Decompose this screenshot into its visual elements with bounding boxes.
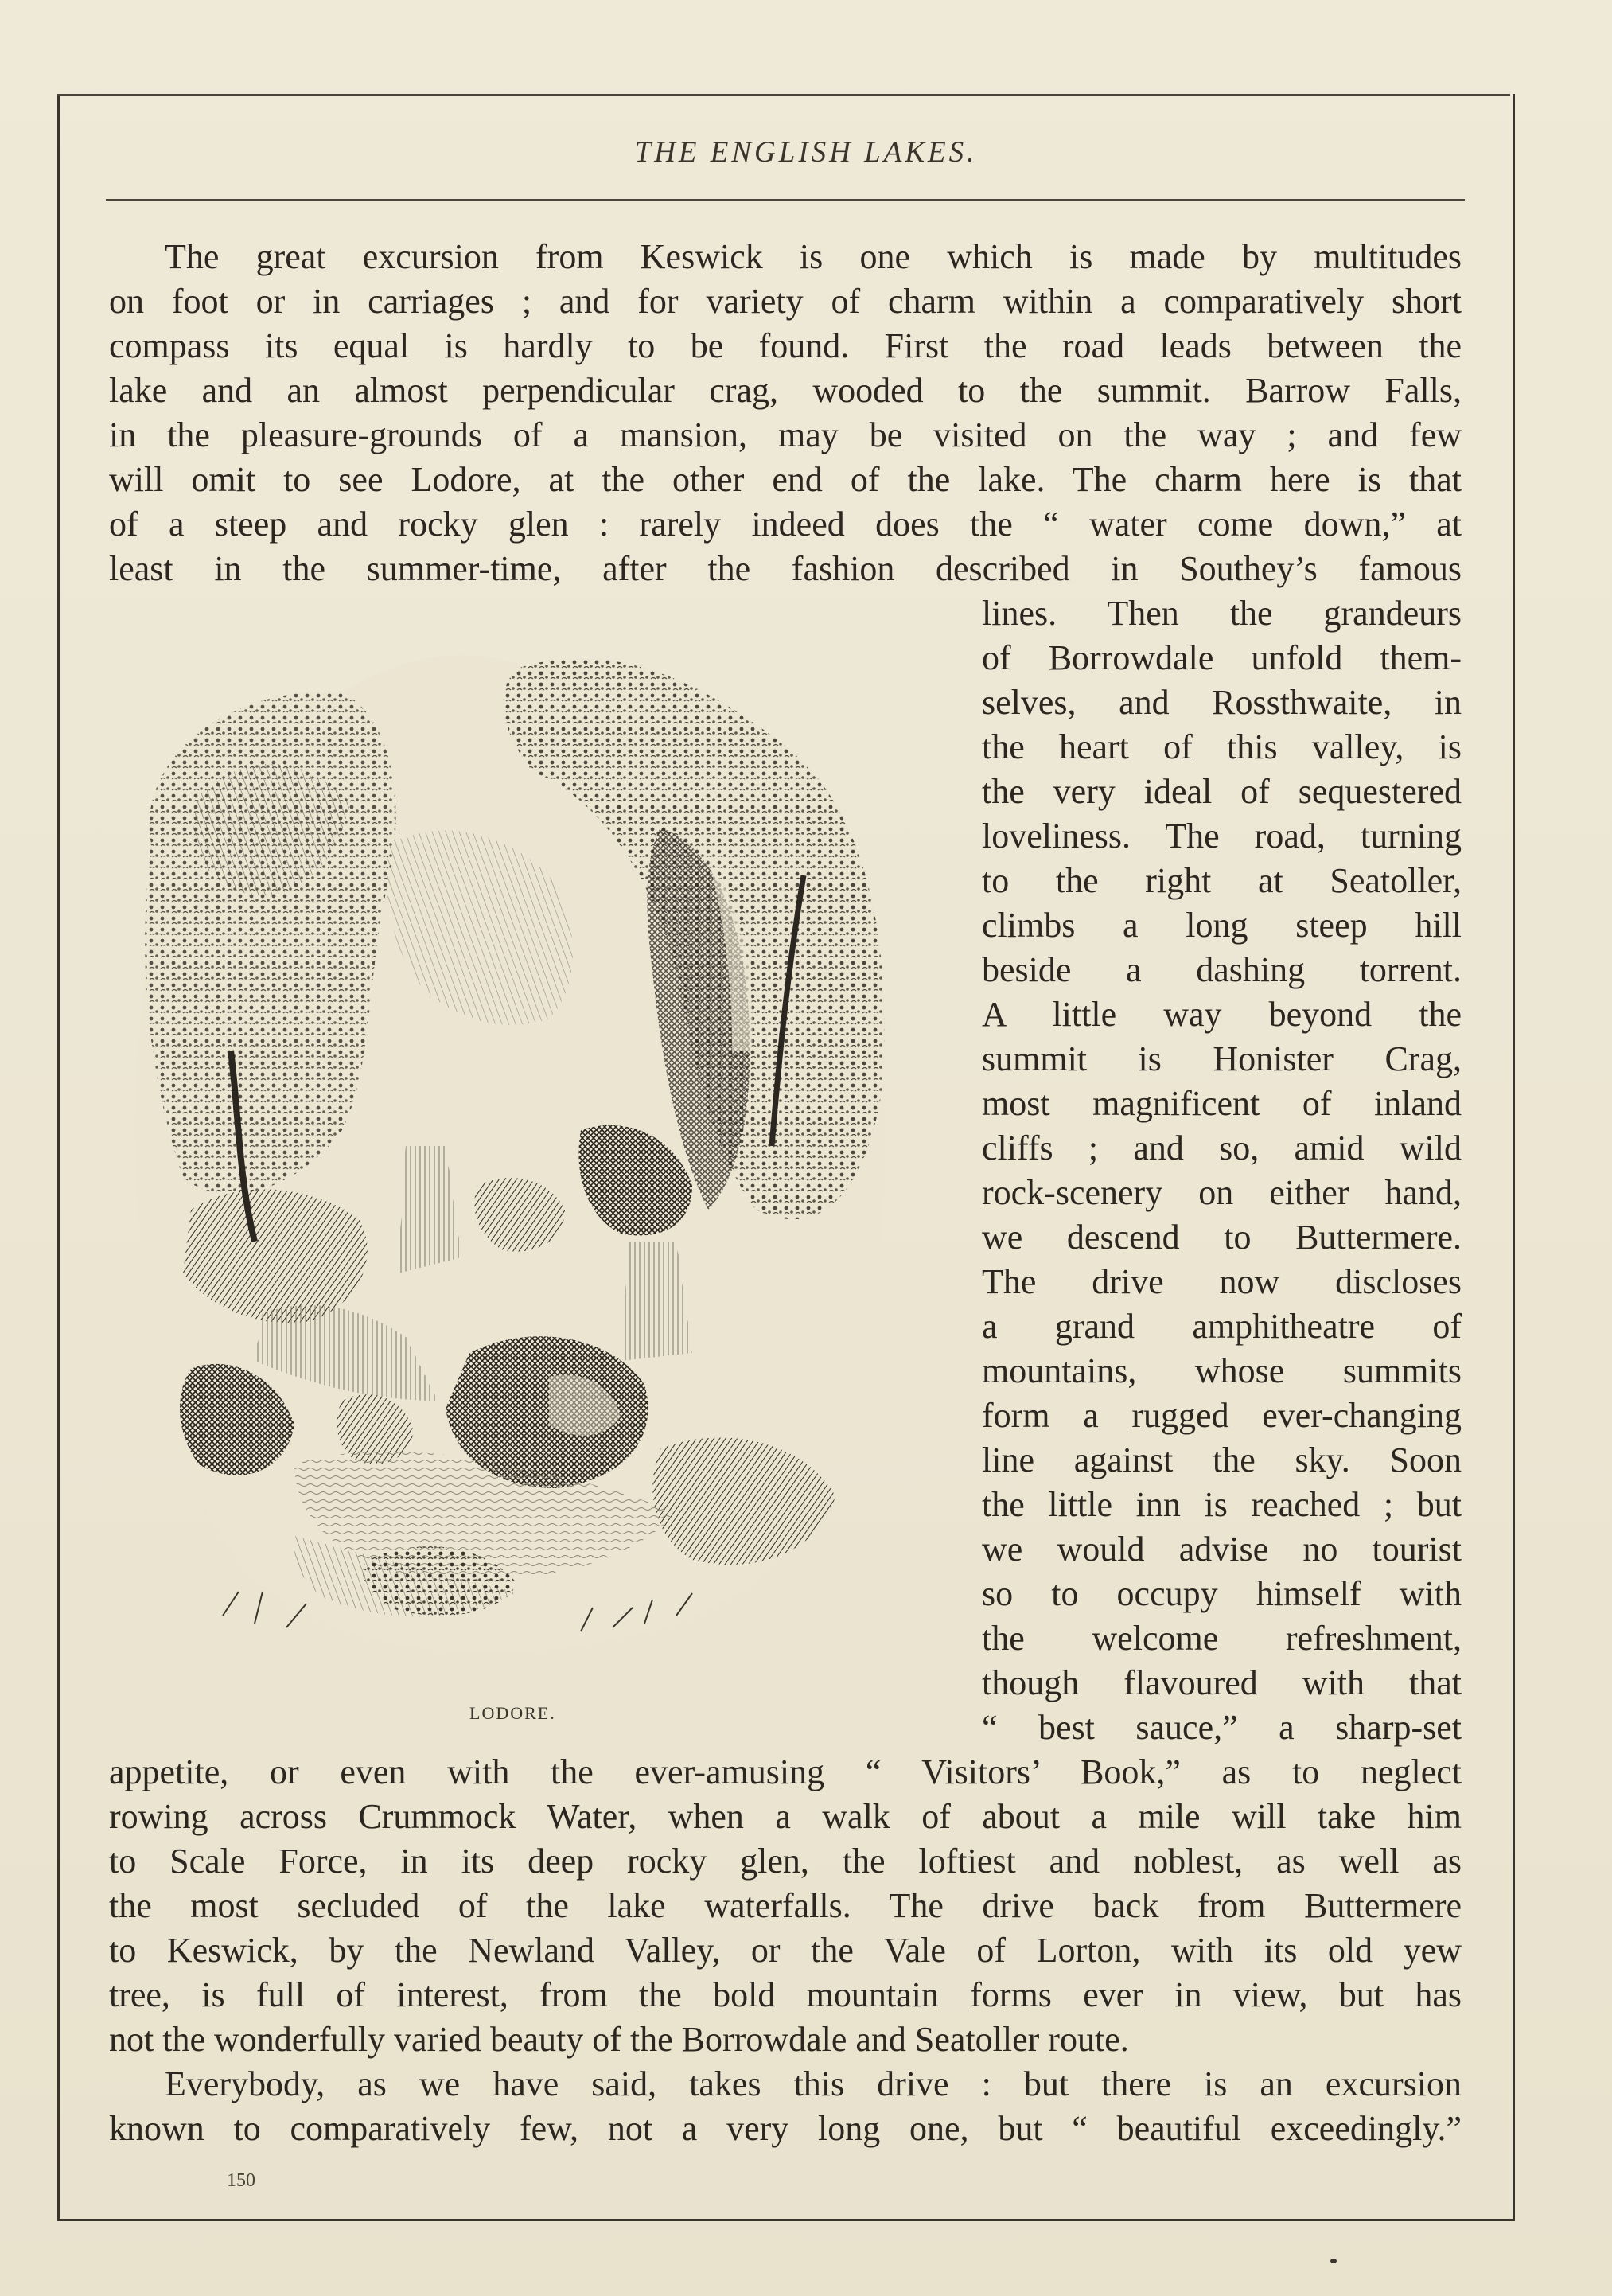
body-line: Everybody, as we have said, takes this drive : but there is an excursion bbox=[165, 2064, 1462, 2103]
column-line: the welcome refreshment, bbox=[982, 1619, 1462, 1658]
body-line: rowing across Crummock Water, when a walk of about a mile will take him bbox=[109, 1797, 1462, 1836]
body-line: the most secluded of the lake waterfalls. The drive back from Buttermere bbox=[109, 1886, 1462, 1925]
column-line: we descend to Buttermere. bbox=[982, 1218, 1462, 1257]
column-line: the little inn is reached ; but bbox=[982, 1485, 1462, 1524]
column-line: summit is Honister Crag, bbox=[982, 1039, 1462, 1078]
body-line: least in the summer-time, after the fashion described in Southey’s famous bbox=[109, 549, 1462, 588]
body-line: to Scale Force, in its deep rocky glen, the loftiest and noblest, as well as bbox=[109, 1842, 1462, 1881]
body-line: in the pleasure-grounds of a mansion, may be visited on the way ; and few bbox=[109, 415, 1462, 454]
page-border-top bbox=[57, 94, 1510, 96]
column-line: beside a dashing torrent. bbox=[982, 950, 1462, 989]
body-line: will omit to see Lodore, at the other end of the lake. The charm here is that bbox=[109, 460, 1462, 499]
column-line: lines. Then the grandeurs bbox=[982, 594, 1462, 633]
column-line: selves, and Rossthwaite, in bbox=[982, 683, 1462, 722]
column-line: rock-scenery on either hand, bbox=[982, 1173, 1462, 1212]
page-border-bottom bbox=[57, 2219, 1515, 2221]
column-line: loveliness. The road, turning bbox=[982, 817, 1462, 856]
column-line: we would advise no tourist bbox=[982, 1530, 1462, 1569]
body-line: not the wonderfully varied beauty of the Borrowdale and Seatoller route. bbox=[109, 2020, 1129, 2059]
ink-speck bbox=[1330, 2259, 1337, 2263]
column-line: mountains, whose summits bbox=[982, 1351, 1462, 1390]
lodore-waterfall-illustration bbox=[103, 637, 931, 1695]
body-line: to Keswick, by the Newland Valley, or the Vale of Lorton, with its old yew bbox=[109, 1931, 1462, 1970]
column-line: “ best sauce,” a sharp-set bbox=[982, 1708, 1462, 1747]
body-line: known to comparatively few, not a very long one, but “ beautiful exceedingly.” bbox=[109, 2109, 1462, 2148]
body-line: appetite, or even with the ever-amusing “ Visitors’ Book,” as to neglect bbox=[109, 1752, 1462, 1791]
column-line: of Borrowdale unfold them- bbox=[982, 638, 1462, 677]
body-line: tree, is full of interest, from the bold mountain forms ever in view, but has bbox=[109, 1975, 1462, 2014]
column-line: A little way beyond the bbox=[982, 995, 1462, 1034]
head-rule bbox=[106, 199, 1465, 201]
column-line: most magnificent of inland bbox=[982, 1084, 1462, 1123]
column-line: climbs a long steep hill bbox=[982, 906, 1462, 945]
column-line: form a rugged ever-changing bbox=[982, 1396, 1462, 1435]
body-line: on foot or in carriages ; and for variety of charm within a comparatively short bbox=[109, 282, 1462, 321]
column-line: The drive now discloses bbox=[982, 1262, 1462, 1301]
body-line: of a steep and rocky glen : rarely indeed does the “ water come down,” at bbox=[109, 505, 1462, 544]
body-line: compass its equal is hardly to be found. First the road leads between the bbox=[109, 326, 1462, 365]
running-head: THE ENGLISH LAKES. bbox=[634, 136, 978, 169]
column-line: to the right at Seatoller, bbox=[982, 861, 1462, 900]
column-line: the heart of this valley, is bbox=[982, 727, 1462, 766]
column-line: cliffs ; and so, amid wild bbox=[982, 1129, 1462, 1167]
column-line: line against the sky. Soon bbox=[982, 1440, 1462, 1479]
column-line: so to occupy himself with bbox=[982, 1574, 1462, 1613]
page-number: 150 bbox=[227, 2170, 255, 2191]
body-line: lake and an almost perpendicular crag, wooded to the summit. Barrow Falls, bbox=[109, 371, 1462, 410]
column-line: though flavoured with that bbox=[982, 1663, 1462, 1702]
body-line: The great excursion from Keswick is one which is made by multitudes bbox=[165, 237, 1462, 276]
column-line: the very ideal of sequestered bbox=[982, 772, 1462, 811]
column-line: a grand amphitheatre of bbox=[982, 1307, 1462, 1346]
illustration-caption: LODORE. bbox=[469, 1703, 556, 1723]
